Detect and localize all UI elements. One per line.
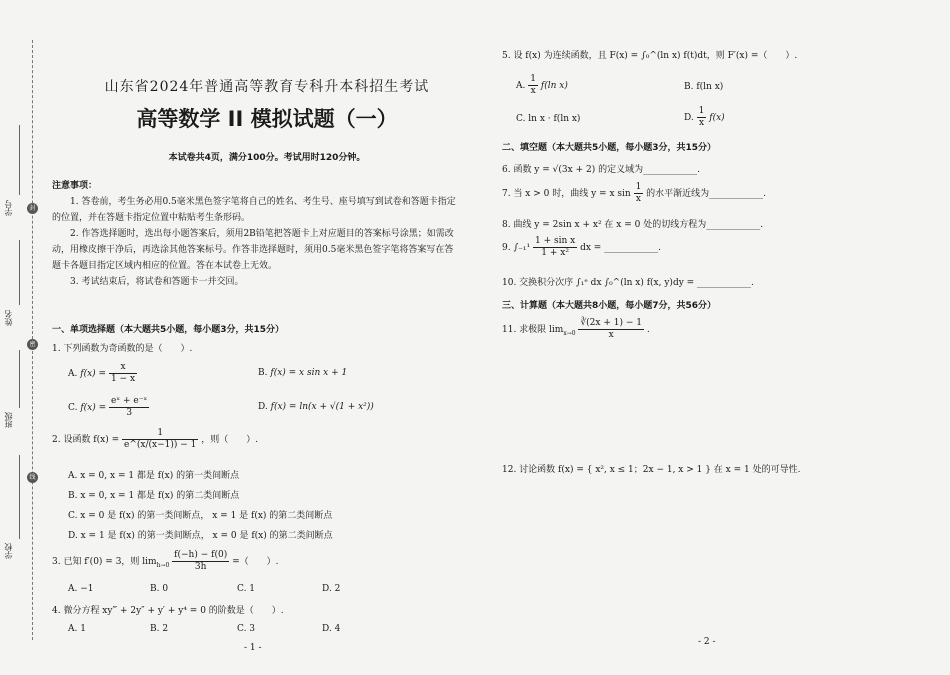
fill-line	[19, 125, 20, 195]
q2-option-b: B. x = 0, x = 1 都是 f(x) 的第二类间断点	[68, 491, 240, 501]
q3-option-a: A. −1	[68, 584, 94, 594]
note-item: 1. 答卷前，考生务必用0.5毫米黑色签字笔将自己的姓名、考生号、座号填写到试卷和答题卡指定的位置，并在答题卡指定位置中粘贴考生条形码。	[52, 197, 456, 223]
question-5: 5. 设 f(x) 为连续函数，且 F(x) = ∫₀^(ln x) f(t)dt，则 F′(x) =（ ）.	[502, 51, 798, 61]
q3-option-c: C. 1	[237, 584, 256, 594]
fill-line	[19, 350, 20, 408]
q5-option-d: D. $\frac{1}{x}$ f(x)	[684, 106, 725, 128]
question-8: 8. 曲线 y = 2sin x + x² 在 x = 0 处的切线方程为____________.	[502, 220, 764, 230]
question-9: 9. ∫₋₁¹ $\frac{\text{1 + sin x}}{\text{1 + x²}}$ dx = ____________.	[502, 236, 662, 258]
question-10: 10. 交换积分次序 ∫₁ᵉ dx ∫₀^(ln x) f(x, y)dy = ____________.	[502, 278, 754, 288]
q5-option-a: A. $\frac{1}{x}$ f(ln x)	[516, 74, 568, 96]
question-7: 7. 当 x > 0 时，曲线 y = x sin $\frac{1}{x}$ 的水平渐近线为____________.	[502, 182, 767, 204]
field-student-id: 学号	[4, 200, 13, 216]
exam-title: 高等数学 II 模拟试题（一）	[136, 107, 398, 131]
field-name: 姓名	[4, 310, 13, 326]
q2-option-c: C. x = 0 是 f(x) 的第一类间断点， x = 1 是 f(x) 的第二类间断点	[68, 511, 333, 521]
seal-mark: 密	[27, 339, 38, 350]
question-12: 12. 讨论函数 f(x) = { x², x ≤ 1；2x − 1, x > 1 } 在 x = 1 处的可导性.	[502, 465, 801, 475]
q4-option-c: C. 3	[237, 624, 256, 634]
q5-option-b: B. f(ln x)	[684, 82, 724, 92]
question-3: 3. 已知 f′(0) = 3，则 $\lim_{h\to 0}$ $\frac{f(-h) - f(0)}{3h}$ =（ ）.	[52, 550, 279, 572]
q2-option-d: D. x = 1 是 f(x) 的第一类间断点， x = 0 是 f(x) 的第二类间断点	[68, 531, 333, 541]
q4-option-b: B. 2	[150, 624, 169, 634]
note-item: 3. 考试结束后，将试卷和答题卡一并交回。	[70, 277, 244, 287]
section-heading-calc: 三、计算题（本大题共8小题，每小题7分，共56分）	[502, 301, 717, 311]
seal-mark: 线	[27, 472, 38, 483]
q3-option-b: B. 0	[150, 584, 169, 594]
field-class: 班级	[4, 412, 13, 428]
field-school: 学校	[4, 543, 13, 559]
binding-strip	[0, 0, 48, 675]
question-11: 11. 求极限 $\lim_{x\to 0}$ $\frac{∛(2x + 1) - 1}{x}$ .	[502, 318, 650, 340]
page-number-left: - 1 -	[244, 643, 262, 653]
fill-line	[19, 455, 20, 539]
q1-option-b: B. f(x) = x sin x + 1	[258, 368, 348, 378]
q4-option-a: A. 1	[68, 624, 86, 634]
q5-option-c: C. ln x · f(ln x)	[516, 114, 581, 124]
exam-info: 本试卷共4页，满分100分。考试用时120分钟。	[168, 153, 366, 163]
exam-subtitle: 山东省2024年普通高等教育专科升本科招生考试	[104, 79, 430, 95]
notes-block	[52, 178, 462, 290]
question-1: 1. 下列函数为奇函数的是（ ）.	[52, 344, 193, 354]
seal-mark: 封	[27, 203, 38, 214]
page-right	[498, 0, 928, 675]
question-6: 6. 函数 y = √(3x + 2) 的定义域为____________.	[502, 165, 700, 175]
fill-line	[19, 240, 20, 305]
note-item: 2. 作答选择题时，选出每小题答案后，须用2B铅笔把答题卡上对应题目的答案标号涂黑；如需改动，用橡皮擦干净后，再选涂其他答案标号。作答非选择题时，须用0.5毫米黑色签字笔将答案写在答题卡各题目指定区域内相应的位置。答在本试卷上无效。	[52, 229, 454, 271]
q3-option-d: D. 2	[322, 584, 341, 594]
section-heading-choice: 一、单项选择题（本大题共5小题，每小题3分，共15分）	[52, 325, 285, 335]
page-number-right: - 2 -	[698, 637, 716, 647]
section-heading-fill: 二、填空题（本大题共5小题，每小题3分，共15分）	[502, 143, 717, 153]
question-4: 4. 微分方程 xy‴ + 2y″ + y′ + y⁴ = 0 的阶数是（ ）.	[52, 606, 284, 616]
q1-option-a: A. f(x) = $\frac{x}{1 - x}$	[68, 362, 136, 384]
q2-option-a: A. x = 0, x = 1 都是 f(x) 的第一类间断点	[68, 471, 240, 481]
q4-option-d: D. 4	[322, 624, 341, 634]
q1-option-d: D. f(x) = ln(x + √(1 + x²))	[258, 402, 374, 412]
q1-option-c: C. f(x) = $\frac{\text{eˣ + e⁻ˣ}}{3}$	[68, 396, 148, 418]
page-left	[52, 0, 472, 675]
question-2: 2. 设函数 f(x) = $\frac{1}{e\^{}(x/(x-1)) - 1}$ ，则（ ）.	[52, 428, 259, 450]
notes-heading: 注意事项：	[52, 181, 98, 191]
